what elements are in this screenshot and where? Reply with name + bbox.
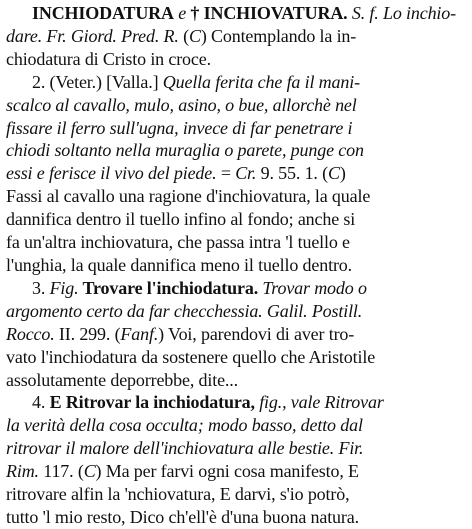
text-run: 4. [32,392,50,413]
text-run: ) Contemplando la in- [200,25,357,46]
entry-line [6,277,466,300]
text-run: † INCHIOVATURA. [190,3,348,23]
text-run: Fanf. [120,323,159,344]
entry-text [6,2,466,529]
entry-line [6,94,466,117]
text-run: la verità della cosa occulta; modo basso, detto dal [6,415,363,436]
text-run: dannifica dentro il tuello infino al fondo; anche si [6,209,356,230]
entry-line [6,231,466,254]
entry-line [6,460,466,483]
text-run: argomento certo da far checchessia. Galil. Postill. [6,300,363,321]
text-run: 2. (Veter.) [Valla.] [32,71,163,92]
text-run: Fig. [49,277,79,298]
text-run: 3. [32,277,50,298]
text-run: fissare il ferro sull'ugna, invece di far penetrare i [6,117,353,138]
text-run: ) Voi, parendovi di aver tro- [158,323,355,344]
entry-line [6,483,466,506]
text-run: chiodatura di Cristo in croce. [6,48,211,69]
text-run: INCHIODATURA [32,3,174,23]
entry-line [6,208,466,231]
entry-line [6,185,466,208]
text-run: chiodi soltanto nella muraglia o parete, punge con [6,140,364,161]
text-run: C [188,25,201,46]
entry-line [6,414,466,437]
entry-line [6,346,466,369]
text-run: 117. ( [38,461,84,482]
entry-line [6,2,466,25]
text-run: assolutamente deporrebbe, dite... [6,369,238,390]
text-run: ) [339,163,346,184]
text-run: Quella ferita che fa il mani- [162,71,360,92]
entry-line [6,71,466,94]
text-run: S. f. Lo inchio- [347,3,456,23]
entry-line [6,48,466,71]
text-run: Trovare l'inchiodatura. [78,277,259,298]
entry-line [6,369,466,392]
text-run: fa un'altra inchiovatura, che passa intra 'l tuello e [6,232,350,253]
text-run: ritrovar il malore dell'inchiovatura alle bestie. Fir. [6,438,364,459]
entry-line [6,254,466,277]
text-run: l'unghia, la quale dannifica meno il tuello dentro. [6,254,352,275]
text-run: Fassi al cavallo una ragione d'inchiovatura, la quale [6,186,371,207]
text-run: Rim. [6,461,39,482]
text-run: essi e ferisce il vivo del piede. [6,163,217,184]
text-run: e [173,3,191,23]
entry-line [6,162,466,185]
text-run: Cr. [235,163,257,184]
text-run: scalco al cavallo, mulo, asino, o bue, allorchè nel [6,94,357,115]
text-run: dare. Fr. Giord. Pred. R. [6,25,179,46]
text-run: Rocco. [6,323,55,344]
entry-line [6,437,466,460]
text-run: II. 299. ( [54,323,121,344]
entry-line [6,139,466,162]
text-run: vato l'inchiodatura da sostenere quello che Aristotile [6,346,376,367]
entry-line [6,25,466,48]
text-run: = [216,163,236,184]
entry-line [6,506,466,529]
text-run: tutto 'l mio resto, Dico ch'ell'è d'una buona natura. [6,506,359,527]
entry-line [6,117,466,140]
entry-line [6,323,466,346]
entry-line [6,300,466,323]
entry-line [6,391,466,414]
text-run: 9. 55. 1. ( [256,163,328,184]
text-run: C [83,461,96,482]
text-run: E Ritrovar la inchiodatura, [49,392,255,413]
text-run: ) Ma per farvi ogni cosa manifesto, E [95,461,359,482]
text-run: ritrovare alfin la 'nchiovatura, E darvi, s'io potrò, [6,484,350,505]
text-run: Trovar modo o [258,277,367,298]
text-run: ( [178,25,189,46]
text-run: C [327,163,340,184]
text-run: fig., vale Ritrovar [254,392,384,413]
